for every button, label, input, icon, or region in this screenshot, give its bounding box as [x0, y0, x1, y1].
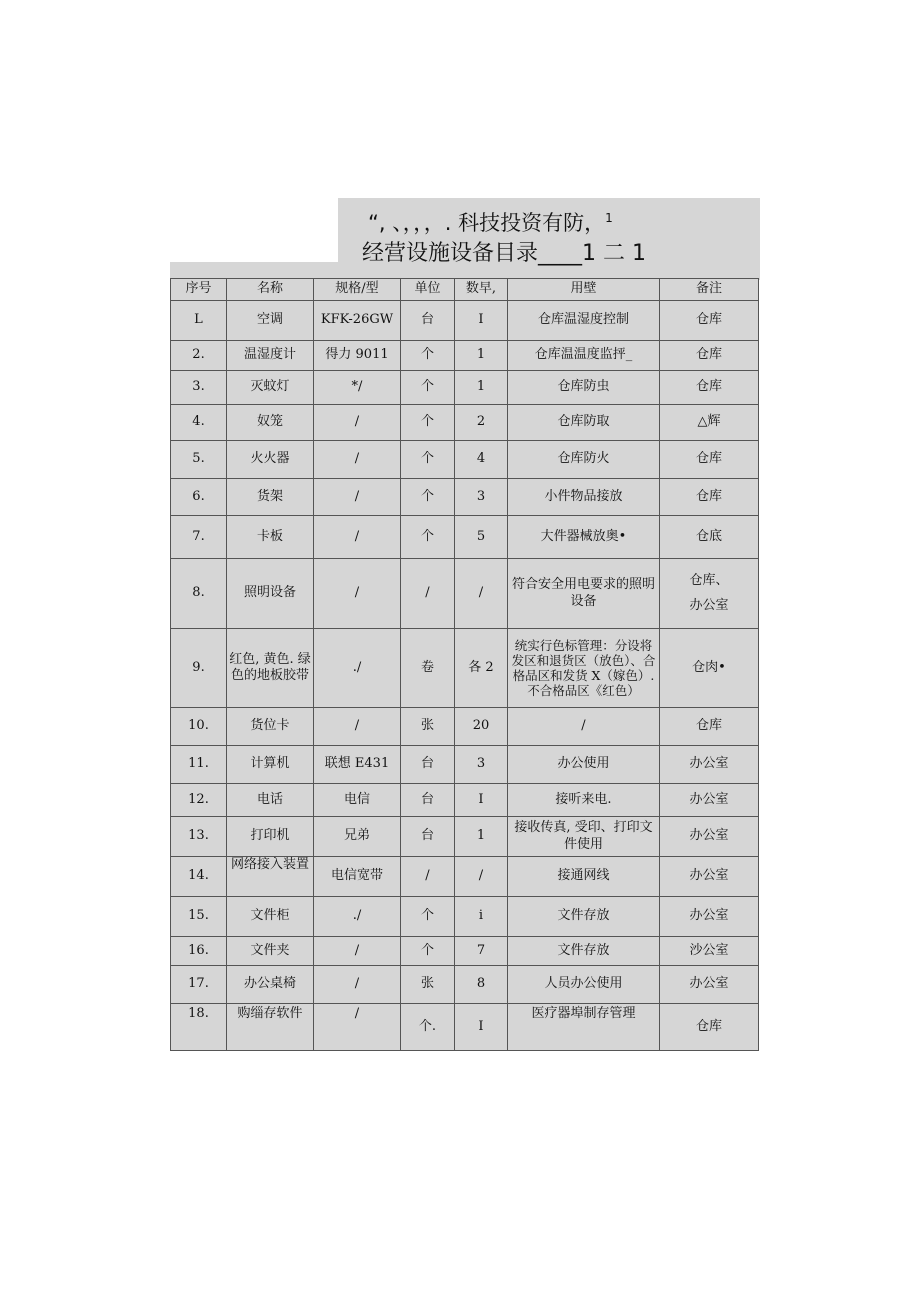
- cell-qty: /: [455, 559, 508, 629]
- cell-seq: 11.: [171, 746, 227, 784]
- table-row: [171, 966, 759, 1004]
- cell-use: 符合安全用电要求的照明设备: [508, 559, 660, 629]
- cell-note: 沙公室: [660, 937, 759, 966]
- cell-unit: 个: [401, 516, 455, 559]
- table-row: [171, 937, 759, 966]
- cell-seq: 5.: [171, 441, 227, 479]
- cell-qty: 1: [455, 817, 508, 857]
- cell-use: 大件器械放奥•: [508, 516, 660, 559]
- cell-seq: 16.: [171, 937, 227, 966]
- cell-use: 仓库防虫: [508, 371, 660, 405]
- table-row: [171, 441, 759, 479]
- company-title-text: “, 、，，，. 科技投资有防，: [368, 211, 606, 235]
- cell-note: 仓库: [660, 371, 759, 405]
- cell-note: 办公室: [660, 746, 759, 784]
- table-row: [171, 857, 759, 897]
- cell-seq: 12.: [171, 784, 227, 817]
- cell-note: 仓库: [660, 341, 759, 371]
- cell-unit: 台: [401, 817, 455, 857]
- cell-name: 货位卡: [227, 708, 314, 746]
- cell-unit: /: [401, 857, 455, 897]
- table-row: [171, 371, 759, 405]
- cell-use: 仓库温湿度控制: [508, 301, 660, 341]
- cell-name: 温湿度计: [227, 341, 314, 371]
- table-row: [171, 897, 759, 937]
- catalog-title: 经营设施设备目录____1 二 1: [362, 241, 646, 266]
- cell-name: 打印机: [227, 817, 314, 857]
- cell-use: 医疗器埠制存管理: [508, 1004, 660, 1051]
- cell-seq: 9.: [171, 629, 227, 708]
- cell-note: 仓库: [660, 479, 759, 516]
- table-row: [171, 301, 759, 341]
- col-header-note: 备注: [660, 279, 759, 301]
- table-row: [171, 784, 759, 817]
- table-body: [171, 301, 759, 1051]
- cell-note: 办公室: [660, 784, 759, 817]
- cell-seq: 7.: [171, 516, 227, 559]
- cell-spec: KFK-26GW: [314, 301, 401, 341]
- cell-unit: 张: [401, 966, 455, 1004]
- cell-note: 仓库: [660, 708, 759, 746]
- cell-seq: 14.: [171, 857, 227, 897]
- cell-name: 货架: [227, 479, 314, 516]
- cell-unit: 卷: [401, 629, 455, 708]
- cell-qty: i: [455, 897, 508, 937]
- cell-note: 仓库: [660, 1004, 759, 1051]
- cell-qty: 20: [455, 708, 508, 746]
- col-header-spec: 规格/型: [314, 279, 401, 301]
- cell-name: 文件夹: [227, 937, 314, 966]
- cell-spec: */: [314, 371, 401, 405]
- cell-note: 仓肉•: [660, 629, 759, 708]
- cell-use: 人员办公使用: [508, 966, 660, 1004]
- col-header-name: 名称: [227, 279, 314, 301]
- cell-qty: I: [455, 301, 508, 341]
- cell-name: 文件柜: [227, 897, 314, 937]
- cell-qty: I: [455, 784, 508, 817]
- cell-name: 网络接入装置: [227, 857, 314, 897]
- col-header-qty: 数早,: [455, 279, 508, 301]
- cell-spec: ./: [314, 629, 401, 708]
- cell-qty: I: [455, 1004, 508, 1051]
- cell-use: 统实行色标管理：分设将发区和退货区（放色）、合格品区和发货 X（嫁色）. 不合格品区《红色）: [508, 629, 660, 708]
- cell-qty: /: [455, 857, 508, 897]
- cell-use: 仓库温温度监抨_: [508, 341, 660, 371]
- cell-spec: 联想 E431: [314, 746, 401, 784]
- cell-unit: 个: [401, 341, 455, 371]
- cell-use: 小件物品接放: [508, 479, 660, 516]
- cell-qty: 各 2: [455, 629, 508, 708]
- cell-use: 接听来电.: [508, 784, 660, 817]
- cell-note: 办公室: [660, 897, 759, 937]
- table-row: [171, 559, 759, 629]
- cell-name: 奴笼: [227, 405, 314, 441]
- cell-note: 仓库: [660, 301, 759, 341]
- col-header-use: 用壁: [508, 279, 660, 301]
- cell-qty: 8: [455, 966, 508, 1004]
- cell-note: △辉: [660, 405, 759, 441]
- cell-unit: 个: [401, 897, 455, 937]
- cell-unit: 个.: [401, 1004, 455, 1051]
- cell-note: 仓库: [660, 441, 759, 479]
- cell-spec: /: [314, 708, 401, 746]
- cell-seq: 8.: [171, 559, 227, 629]
- cell-use: 仓库防火: [508, 441, 660, 479]
- table-row: [171, 708, 759, 746]
- cell-seq: 4.: [171, 405, 227, 441]
- cell-seq: L: [171, 301, 227, 341]
- cell-use: 接收传真, 受印、打印文件使用: [508, 817, 660, 857]
- cell-spec: 电信: [314, 784, 401, 817]
- cell-unit: 个: [401, 371, 455, 405]
- table-row: [171, 405, 759, 441]
- cell-qty: 3: [455, 746, 508, 784]
- cell-seq: 13.: [171, 817, 227, 857]
- cell-qty: 5: [455, 516, 508, 559]
- cell-spec: 得力 9011: [314, 341, 401, 371]
- cell-qty: 1: [455, 341, 508, 371]
- cell-seq: 2.: [171, 341, 227, 371]
- cell-unit: 张: [401, 708, 455, 746]
- cell-name: 红色, 黄色. 绿色的地板胶带: [227, 629, 314, 708]
- company-title: [368, 207, 613, 237]
- cell-unit: 个: [401, 937, 455, 966]
- table-row: [171, 479, 759, 516]
- table-header-row: [171, 279, 759, 301]
- cell-spec: /: [314, 479, 401, 516]
- cell-spec: 电信宽带: [314, 857, 401, 897]
- equipment-table: [170, 278, 759, 1051]
- cell-seq: 10.: [171, 708, 227, 746]
- cell-note: 办公室: [660, 966, 759, 1004]
- cell-note: 仓底: [660, 516, 759, 559]
- cell-spec: /: [314, 405, 401, 441]
- cell-seq: 15.: [171, 897, 227, 937]
- table-row: [171, 817, 759, 857]
- company-title-sup: 1: [605, 211, 613, 225]
- cell-use: 文件存放: [508, 937, 660, 966]
- cell-unit: 个: [401, 405, 455, 441]
- table-row: [171, 1004, 759, 1051]
- cell-note: 仓库、 办公室: [660, 559, 759, 629]
- cell-note: 办公室: [660, 817, 759, 857]
- cell-unit: 个: [401, 479, 455, 516]
- cell-name: 火火器: [227, 441, 314, 479]
- cell-spec: 兄弟: [314, 817, 401, 857]
- table-row: [171, 516, 759, 559]
- cell-seq: 18.: [171, 1004, 227, 1051]
- cell-name: 空调: [227, 301, 314, 341]
- cell-unit: /: [401, 559, 455, 629]
- cell-unit: 台: [401, 301, 455, 341]
- cell-name: 办公桌椅: [227, 966, 314, 1004]
- cell-unit: 个: [401, 441, 455, 479]
- cell-name: 购缁存软件: [227, 1004, 314, 1051]
- cell-spec: /: [314, 937, 401, 966]
- cell-seq: 6.: [171, 479, 227, 516]
- cell-qty: 1: [455, 371, 508, 405]
- table-row: [171, 746, 759, 784]
- cell-spec: /: [314, 559, 401, 629]
- cell-seq: 3.: [171, 371, 227, 405]
- cell-name: 计算机: [227, 746, 314, 784]
- cell-unit: 台: [401, 784, 455, 817]
- col-header-unit: 单位: [401, 279, 455, 301]
- cell-use: 文件存放: [508, 897, 660, 937]
- cell-spec: /: [314, 441, 401, 479]
- cell-use: /: [508, 708, 660, 746]
- cell-spec: /: [314, 516, 401, 559]
- cell-qty: 7: [455, 937, 508, 966]
- cell-use: 接通网线: [508, 857, 660, 897]
- table-row: [171, 629, 759, 708]
- cell-unit: 台: [401, 746, 455, 784]
- cell-note: 办公室: [660, 857, 759, 897]
- cell-name: 照明设备: [227, 559, 314, 629]
- cell-name: 电话: [227, 784, 314, 817]
- table-row: [171, 341, 759, 371]
- cell-qty: 3: [455, 479, 508, 516]
- cell-spec: /: [314, 966, 401, 1004]
- cell-name: 灭蚊灯: [227, 371, 314, 405]
- cell-spec: ./: [314, 897, 401, 937]
- cell-qty: 4: [455, 441, 508, 479]
- cell-spec: /: [314, 1004, 401, 1051]
- cell-seq: 17.: [171, 966, 227, 1004]
- col-header-seq: 序号: [171, 279, 227, 301]
- cell-name: 卡板: [227, 516, 314, 559]
- cell-qty: 2: [455, 405, 508, 441]
- cell-use: 仓库防取: [508, 405, 660, 441]
- cell-use: 办公使用: [508, 746, 660, 784]
